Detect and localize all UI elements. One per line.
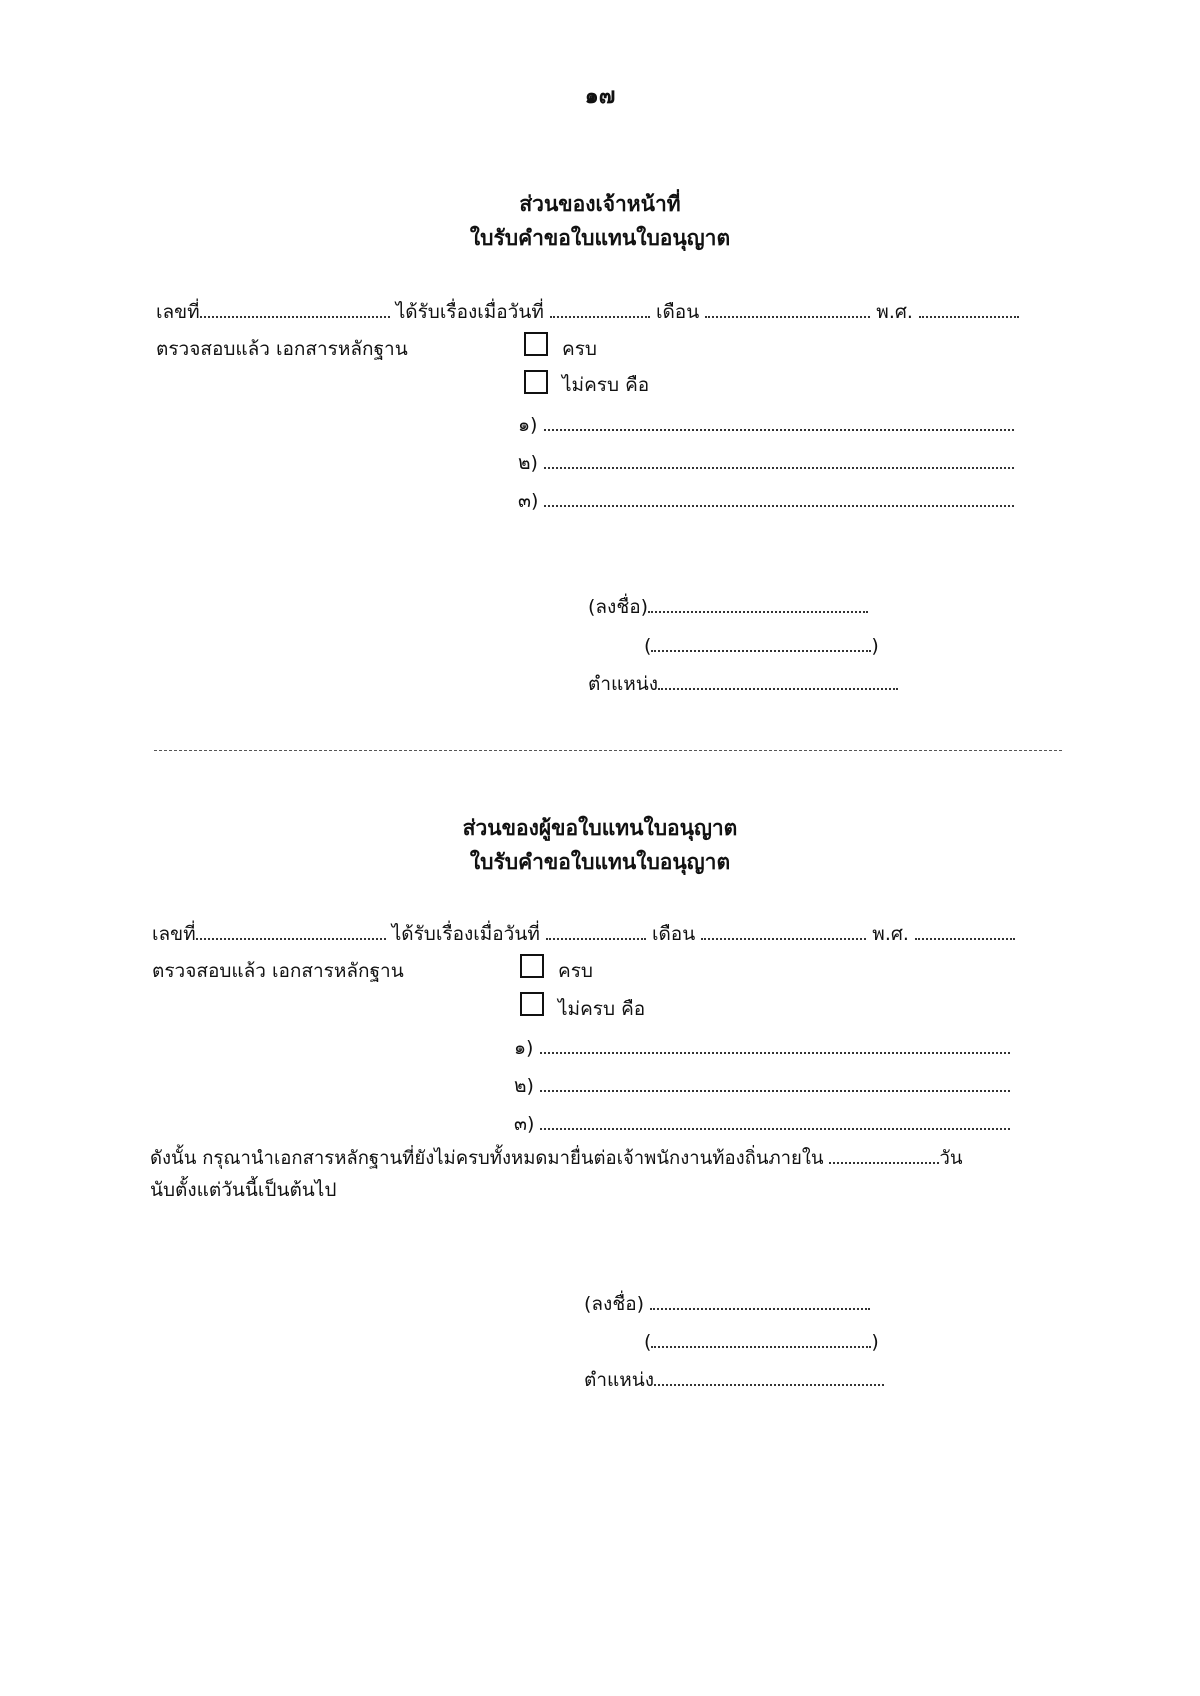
missing-item-field[interactable] (540, 1072, 1010, 1092)
missing-item-field[interactable] (544, 487, 1014, 507)
item-number: ๓) (518, 490, 539, 512)
officer-position (588, 670, 898, 697)
month-label: เดือน (655, 301, 700, 323)
notice-line-2: นับตั้งแต่วันนี้เป็นต้นไป (150, 1179, 337, 1201)
number-field[interactable] (200, 298, 390, 318)
section-separator (154, 750, 1062, 751)
paren-open: ( (644, 635, 652, 657)
year-field[interactable] (915, 920, 1015, 940)
missing-item-3 (518, 487, 1014, 514)
complete-label: ครบ (558, 960, 593, 982)
position-field[interactable] (658, 670, 898, 690)
documents-checked-label: ตรวจสอบแล้ว เอกสารหลักฐาน (152, 960, 404, 982)
item-number: ๒) (514, 1075, 534, 1097)
applicant-name (644, 1328, 879, 1355)
missing-item-2 (518, 449, 1014, 476)
applicant-section-title: ส่วนของผู้ขอใบแทนใบอนุญาต (462, 816, 738, 840)
position-label: ตำแหน่ง (584, 1369, 655, 1391)
incomplete-checkbox[interactable] (520, 992, 544, 1016)
officer-signature (588, 593, 868, 620)
officer-section-title: ส่วนของเจ้าหน้าที่ (519, 192, 681, 216)
item-number: ๑) (514, 1037, 534, 1059)
missing-item-3 (514, 1110, 1010, 1137)
number-field[interactable] (196, 920, 386, 940)
officer-receipt-line (156, 298, 1019, 325)
applicant-position (584, 1366, 884, 1393)
incomplete-checkbox[interactable] (524, 370, 548, 394)
documents-checked-label: ตรวจสอบแล้ว เอกสารหลักฐาน (156, 338, 408, 360)
item-number: ๒) (518, 452, 538, 474)
signature-label: (ลงชื่อ) (588, 596, 649, 618)
notice-paragraph (150, 1144, 963, 1172)
officer-name (644, 632, 879, 659)
missing-item-field[interactable] (540, 1034, 1010, 1054)
page-number: ๑๗ (584, 84, 616, 109)
days-field[interactable] (829, 1144, 939, 1164)
position-field[interactable] (654, 1366, 884, 1386)
position-label: ตำแหน่ง (588, 673, 659, 695)
name-field[interactable] (651, 632, 871, 652)
number-label: เลขที่ (156, 301, 200, 323)
paren-close: ) (871, 1331, 879, 1353)
applicant-section-subtitle: ใบรับคำขอใบแทนใบอนุญาต (469, 850, 731, 874)
applicant-signature (584, 1290, 870, 1317)
incomplete-label: ไม่ครบ คือ (562, 374, 650, 396)
officer-section-subtitle: ใบรับคำขอใบแทนใบอนุญาต (469, 226, 731, 250)
missing-item-2 (514, 1072, 1010, 1099)
paren-open: ( (644, 1331, 652, 1353)
paren-close: ) (871, 635, 879, 657)
month-field[interactable] (701, 920, 866, 940)
year-label: พ.ศ. (872, 923, 909, 945)
received-date-label: ได้รับเรื่องเมื่อวันที่ (395, 301, 544, 323)
name-field[interactable] (651, 1328, 871, 1348)
signature-label: (ลงชื่อ) (584, 1293, 645, 1315)
month-label: เดือน (651, 923, 696, 945)
day-field[interactable] (550, 298, 650, 318)
notice-day-label: วัน (939, 1148, 963, 1169)
missing-item-1 (518, 411, 1014, 438)
day-field[interactable] (546, 920, 646, 940)
missing-item-field[interactable] (544, 411, 1014, 431)
notice-text: ดังนั้น กรุณานำเอกสารหลักฐานที่ยังไม่ครบทั้งหมดมายื่นต่อเจ้าพนักงานท้องถิ่นภายใน (150, 1148, 824, 1169)
missing-item-1 (514, 1034, 1010, 1061)
received-date-label: ได้รับเรื่องเมื่อวันที่ (391, 923, 540, 945)
missing-item-field[interactable] (544, 449, 1014, 469)
year-field[interactable] (919, 298, 1019, 318)
signature-field[interactable] (648, 593, 868, 613)
month-field[interactable] (705, 298, 870, 318)
complete-checkbox[interactable] (520, 954, 544, 978)
complete-label: ครบ (562, 338, 597, 360)
incomplete-label: ไม่ครบ คือ (558, 998, 646, 1020)
complete-checkbox[interactable] (524, 332, 548, 356)
missing-item-field[interactable] (540, 1110, 1010, 1130)
signature-field[interactable] (650, 1290, 870, 1310)
item-number: ๓) (514, 1113, 535, 1135)
item-number: ๑) (518, 414, 538, 436)
number-label: เลขที่ (152, 923, 196, 945)
year-label: พ.ศ. (876, 301, 913, 323)
applicant-receipt-line (152, 920, 1015, 947)
